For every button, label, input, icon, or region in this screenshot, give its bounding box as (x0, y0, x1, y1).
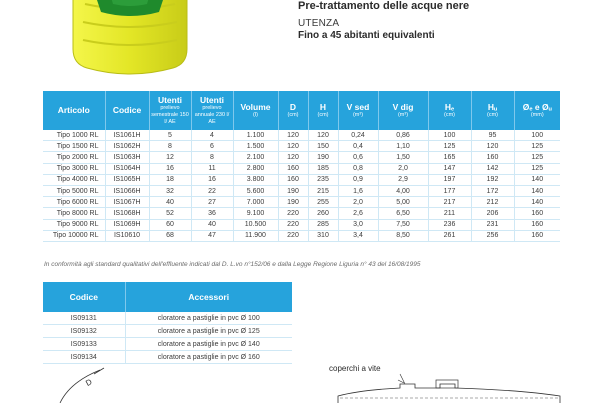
col-header-utenti-annuale: Utenti prelievo annuale 230 l/ AE (191, 91, 233, 130)
table-cell: 215 (308, 185, 338, 196)
usage-value: Fino a 45 abitanti equivalenti (298, 30, 435, 41)
col-header-he: Hₑ (cm) (428, 91, 471, 130)
table-cell: 8 (149, 141, 191, 152)
table-cell: 125 (514, 152, 560, 163)
table-row (43, 312, 292, 325)
table-cell: 3.800 (233, 174, 278, 185)
table-cell: 160 (471, 152, 514, 163)
table-cell: 0,6 (338, 152, 378, 163)
table-cell: 16 (191, 174, 233, 185)
spec-table-body (43, 130, 560, 241)
table-cell: 6,50 (378, 208, 428, 219)
table-cell: 11.900 (233, 230, 278, 241)
table-cell: IS09134 (43, 351, 125, 364)
table-cell: 217 (428, 197, 471, 208)
table-cell: 0,86 (378, 130, 428, 141)
table-cell: 8 (191, 152, 233, 163)
table-cell: IS09132 (43, 325, 125, 338)
col-header-articolo: Articolo (43, 91, 105, 130)
table-cell: 68 (149, 230, 191, 241)
table-row (43, 152, 560, 163)
table-cell: 310 (308, 230, 338, 241)
tank-outline (338, 384, 560, 403)
table-cell: 235 (308, 174, 338, 185)
col-header-utenti-semestrale: Utenti prelievo semestrale 150 l/ AE (149, 91, 191, 130)
table-cell: 190 (278, 185, 308, 196)
table-cell: 256 (471, 230, 514, 241)
col-header-hu: Hᵤ (cm) (471, 91, 514, 130)
table-cell: 8,50 (378, 230, 428, 241)
table-cell: 212 (471, 197, 514, 208)
table-cell: 4,00 (378, 185, 428, 196)
spec-table-header-row (43, 91, 560, 130)
table-cell: 10.500 (233, 219, 278, 230)
table-cell: 197 (428, 174, 471, 185)
table-cell: 285 (308, 219, 338, 230)
table-cell: 190 (278, 197, 308, 208)
table-cell: Tipo 1000 RL (43, 130, 105, 141)
table-cell: 2.800 (233, 163, 278, 174)
table-cell: 1,10 (378, 141, 428, 152)
table-cell: IS1069H (105, 219, 149, 230)
accessories-table-body (43, 312, 292, 364)
table-cell: 60 (149, 219, 191, 230)
col-header-v-dig: V dig (m³) (378, 91, 428, 130)
table-cell: 220 (278, 230, 308, 241)
table-cell: 231 (471, 219, 514, 230)
table-row (43, 163, 560, 174)
table-cell: 220 (278, 208, 308, 219)
table-cell: 125 (514, 141, 560, 152)
table-cell: 160 (278, 163, 308, 174)
table-cell: IS1064H (105, 163, 149, 174)
accessories-col-codice: Codice (43, 282, 125, 312)
col-header-v-sed: V sed (m³) (338, 91, 378, 130)
table-cell: Tipo 4000 RL (43, 174, 105, 185)
table-cell: 40 (191, 219, 233, 230)
table-cell: Tipo 9000 RL (43, 219, 105, 230)
table-cell: 6 (191, 141, 233, 152)
table-cell: Tipo 3000 RL (43, 163, 105, 174)
table-cell: 120 (471, 141, 514, 152)
table-cell: 7.000 (233, 197, 278, 208)
table-cell: Tipo 6000 RL (43, 197, 105, 208)
table-cell: IS1063H (105, 152, 149, 163)
table-row (43, 130, 560, 141)
table-cell: 220 (278, 219, 308, 230)
table-cell: 4 (191, 130, 233, 141)
table-cell: IS10610 (105, 230, 149, 241)
table-cell: 18 (149, 174, 191, 185)
product-photo (55, 0, 205, 80)
table-cell: 147 (428, 163, 471, 174)
table-cell: 5.600 (233, 185, 278, 196)
table-cell: 172 (471, 185, 514, 196)
table-cell: 160 (278, 174, 308, 185)
table-row (43, 325, 292, 338)
table-cell: 206 (471, 208, 514, 219)
table-cell: 177 (428, 185, 471, 196)
table-cell: 3,0 (338, 219, 378, 230)
table-cell: 236 (428, 219, 471, 230)
table-cell: 2,0 (338, 197, 378, 208)
table-cell: 27 (191, 197, 233, 208)
col-header-h: H (cm) (308, 91, 338, 130)
col-header-diameter: Øₑ e Øᵤ (mm) (514, 91, 560, 130)
table-cell: 140 (514, 185, 560, 196)
table-cell: 9.100 (233, 208, 278, 219)
table-cell: 16 (149, 163, 191, 174)
col-header-codice: Codice (105, 91, 149, 130)
table-cell: 2,0 (378, 163, 428, 174)
table-cell: 185 (308, 163, 338, 174)
usage-label: UTENZA (298, 18, 340, 29)
table-row (43, 141, 560, 152)
header (298, 0, 469, 41)
table-row (43, 208, 560, 219)
table-cell: 2,6 (338, 208, 378, 219)
subtitle: Pre-trattamento delle acque nere (298, 0, 470, 12)
table-cell: 1,50 (378, 152, 428, 163)
table-cell: 0,8 (338, 163, 378, 174)
table-row (43, 219, 560, 230)
table-cell: IS1067H (105, 197, 149, 208)
table-cell: 150 (308, 141, 338, 152)
table-cell: IS09133 (43, 338, 125, 351)
table-cell: 0,24 (338, 130, 378, 141)
table-cell: 1.100 (233, 130, 278, 141)
table-cell: 36 (191, 208, 233, 219)
table-cell: 120 (278, 152, 308, 163)
table-cell: 255 (308, 197, 338, 208)
table-cell: 0,9 (338, 174, 378, 185)
table-cell: Tipo 10000 RL (43, 230, 105, 241)
table-cell: cloratore a pastiglie in pvc Ø 160 (125, 351, 292, 364)
table-cell: 192 (471, 174, 514, 185)
table-row (43, 230, 560, 241)
table-cell: 32 (149, 185, 191, 196)
table-cell: IS1065H (105, 174, 149, 185)
table-cell: 125 (514, 163, 560, 174)
col-header-volume: Volume (l) (233, 91, 278, 130)
table-cell: 160 (514, 219, 560, 230)
table-cell: 160 (514, 208, 560, 219)
table-cell: 95 (471, 130, 514, 141)
table-cell: 12 (149, 152, 191, 163)
table-cell: 40 (149, 197, 191, 208)
accessories-table (43, 282, 292, 364)
accessories-header-row (43, 282, 292, 312)
table-cell: 260 (308, 208, 338, 219)
table-cell: 5,00 (378, 197, 428, 208)
table-cell: 7,50 (378, 219, 428, 230)
table-cell: 3,4 (338, 230, 378, 241)
table-cell: 140 (514, 197, 560, 208)
table-cell: 211 (428, 208, 471, 219)
table-cell: 125 (428, 141, 471, 152)
dimension-arc (60, 370, 100, 403)
table-cell: 100 (428, 130, 471, 141)
spec-table (43, 91, 560, 242)
table-row (43, 185, 560, 196)
table-cell: 142 (471, 163, 514, 174)
table-cell: 165 (428, 152, 471, 163)
table-cell: 140 (514, 174, 560, 185)
accessories-col-accessori: Accessori (125, 282, 292, 312)
table-cell: 22 (191, 185, 233, 196)
table-cell: IS1068H (105, 208, 149, 219)
table-cell: 120 (278, 130, 308, 141)
table-cell: 120 (278, 141, 308, 152)
table-cell: 2,9 (378, 174, 428, 185)
table-cell: Tipo 1500 RL (43, 141, 105, 152)
table-cell: 120 (308, 130, 338, 141)
table-cell: 261 (428, 230, 471, 241)
table-cell: 1,6 (338, 185, 378, 196)
table-cell: Tipo 2000 RL (43, 152, 105, 163)
table-row (43, 197, 560, 208)
table-cell: 100 (514, 130, 560, 141)
table-cell: cloratore a pastiglie in pvc Ø 100 (125, 312, 292, 325)
table-cell: IS09131 (43, 312, 125, 325)
table-cell: IS1062H (105, 141, 149, 152)
table-cell: IS1066H (105, 185, 149, 196)
table-cell: 190 (308, 152, 338, 163)
table-cell: 2.100 (233, 152, 278, 163)
drawing-label-coperchi: coperchi a vite (329, 364, 381, 373)
table-cell: Tipo 8000 RL (43, 208, 105, 219)
table-cell: 5 (149, 130, 191, 141)
table-cell: cloratore a pastiglie in pvc Ø 140 (125, 338, 292, 351)
table-cell: 52 (149, 208, 191, 219)
table-cell: Tipo 5000 RL (43, 185, 105, 196)
table-row (43, 174, 560, 185)
table-cell: IS1061H (105, 130, 149, 141)
table-cell: 47 (191, 230, 233, 241)
table-cell: 0,4 (338, 141, 378, 152)
col-header-d: D (cm) (278, 91, 308, 130)
table-cell: 11 (191, 163, 233, 174)
dimension-label-d: D (84, 377, 94, 388)
table-cell: cloratore a pastiglie in pvc Ø 125 (125, 325, 292, 338)
table-cell: 1.500 (233, 141, 278, 152)
table-row (43, 338, 292, 351)
footnote: In conformità agli standard qualitativi dell'effluente indicati dal D. L.vo n°152/06 e dalla Legge Regione Liguria n° 43 del 16/08/1995 (44, 261, 421, 268)
table-cell: 160 (514, 230, 560, 241)
